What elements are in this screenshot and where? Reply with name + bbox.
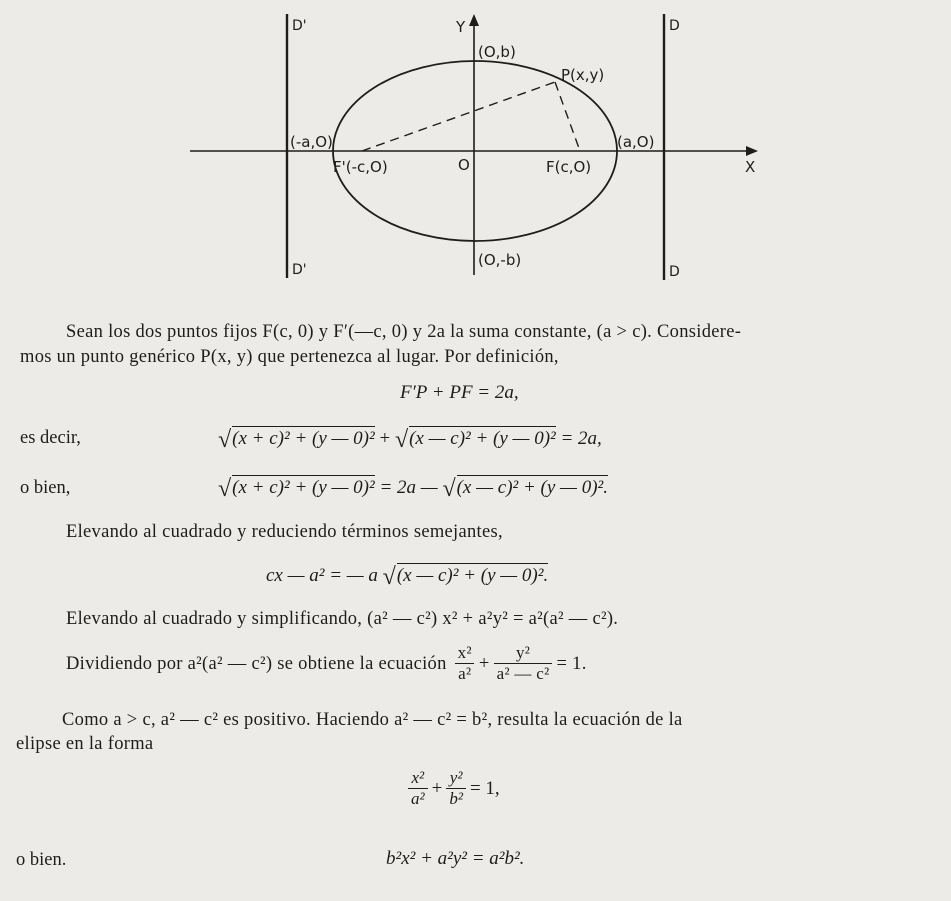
y-axis-label: Y: [456, 18, 466, 36]
equation-isolated-radical: [218, 473, 608, 500]
paragraph-3: Elevando al cuadrado y simplificando, (a² — c²) x² + a²y² = a²(a² — c²).: [66, 609, 619, 629]
paragraph-2: Elevando al cuadrado y reduciendo términos semejantes,: [66, 522, 503, 542]
lead-o-bien-1: o bien,: [20, 478, 71, 498]
paragraph-4: [66, 643, 587, 684]
equation-middle: = 2a —: [379, 477, 438, 498]
paragraph-1-line-1: Sean los dos puntos fijos F(c, 0) y F′(—c, 0) y 2a la suma constante, (a > c). Considere-: [66, 322, 742, 342]
equation-sum-of-distances: [218, 424, 602, 451]
fraction-denominator: b²: [446, 788, 466, 809]
left-vertex-label: (-a,O): [290, 133, 333, 151]
fraction-y-over-a-minus-c: [494, 643, 553, 684]
radicand-1: (x + c)² + (y — 0)²: [232, 477, 375, 498]
directrix-right-bottom-label: D: [669, 264, 680, 280]
radical-sign: √: [218, 476, 232, 502]
focus-left-label: F'(-c,O): [333, 158, 388, 176]
equation-rhs: = 2a,: [560, 428, 602, 449]
plus-sign: +: [431, 777, 443, 799]
fraction-numerator: y²: [515, 643, 531, 662]
radical-sign: √: [218, 427, 232, 453]
y-axis-arrow: [469, 14, 479, 26]
directrix-left-bottom-label: D': [292, 262, 307, 278]
equation-reduced: [266, 561, 548, 588]
radicand-2: (x — c)² + (y — 0)².: [456, 477, 608, 498]
radical-sign: √: [442, 476, 456, 502]
radicand: (x — c)² + (y — 0)².: [396, 565, 549, 586]
equation-lhs: cx — a² = — a: [266, 565, 378, 586]
paragraph-4-lead: Dividiendo por a²(a² — c²) se obtiene la ecuación: [66, 653, 447, 674]
right-vertex-label: (a,O): [617, 133, 655, 151]
equation-general-form: b²x² + a²y² = a²b².: [386, 848, 525, 869]
fraction-numerator: y²: [449, 768, 463, 787]
paragraph-5-line-1: Como a > c, a² — c² es positivo. Haciendo a² — c² = b², resulta la ecuación de la: [62, 710, 683, 730]
x-axis-arrow: [746, 146, 758, 156]
directrix-right-top-label: D: [669, 18, 680, 34]
point-p-label: P(x,y): [561, 66, 605, 84]
equation-rhs: = 1,: [469, 777, 500, 799]
fraction-x-over-a: [455, 643, 475, 684]
fraction-y-over-b: [446, 768, 466, 809]
radical-sign: √: [382, 564, 396, 590]
top-vertex-label: (O,b): [478, 43, 516, 61]
directrix-left-top-label: D': [292, 18, 307, 34]
lead-es-decir: es decir,: [20, 428, 81, 448]
x-axis-label: X: [745, 158, 756, 176]
radicand-2: (x — c)² + (y — 0)²: [409, 428, 556, 449]
focus-right-label: F(c,O): [546, 158, 592, 176]
lead-o-bien-2: o bien.: [16, 850, 67, 870]
origin-label: O: [458, 156, 470, 174]
fraction-denominator: a² — c²: [494, 663, 553, 684]
equation-definition: F′P + PF = 2a,: [400, 382, 519, 403]
fraction-numerator: x²: [457, 643, 472, 662]
ellipse-diagram: [0, 0, 951, 300]
focal-radius-left: [362, 82, 555, 151]
fraction-numerator: x²: [411, 768, 425, 787]
equation-rhs: = 1.: [556, 653, 587, 674]
radicand-1: (x + c)² + (y — 0)²: [232, 428, 375, 449]
paragraph-5-line-2: elipse en la forma: [16, 734, 154, 754]
plus-sign: +: [478, 653, 490, 674]
focal-radius-right: [555, 82, 580, 151]
equation-standard-form: [404, 768, 500, 809]
fraction-denominator: a²: [408, 788, 428, 809]
bottom-vertex-label: (O,-b): [478, 251, 522, 269]
radical-sign: √: [394, 427, 409, 453]
fraction-denominator: a²: [455, 663, 474, 684]
plus-sign: +: [379, 428, 391, 449]
paragraph-1-line-2: mos un punto genérico P(x, y) que pertenezca al lugar. Por definición,: [20, 347, 559, 367]
fraction-x-over-a: [408, 768, 428, 809]
